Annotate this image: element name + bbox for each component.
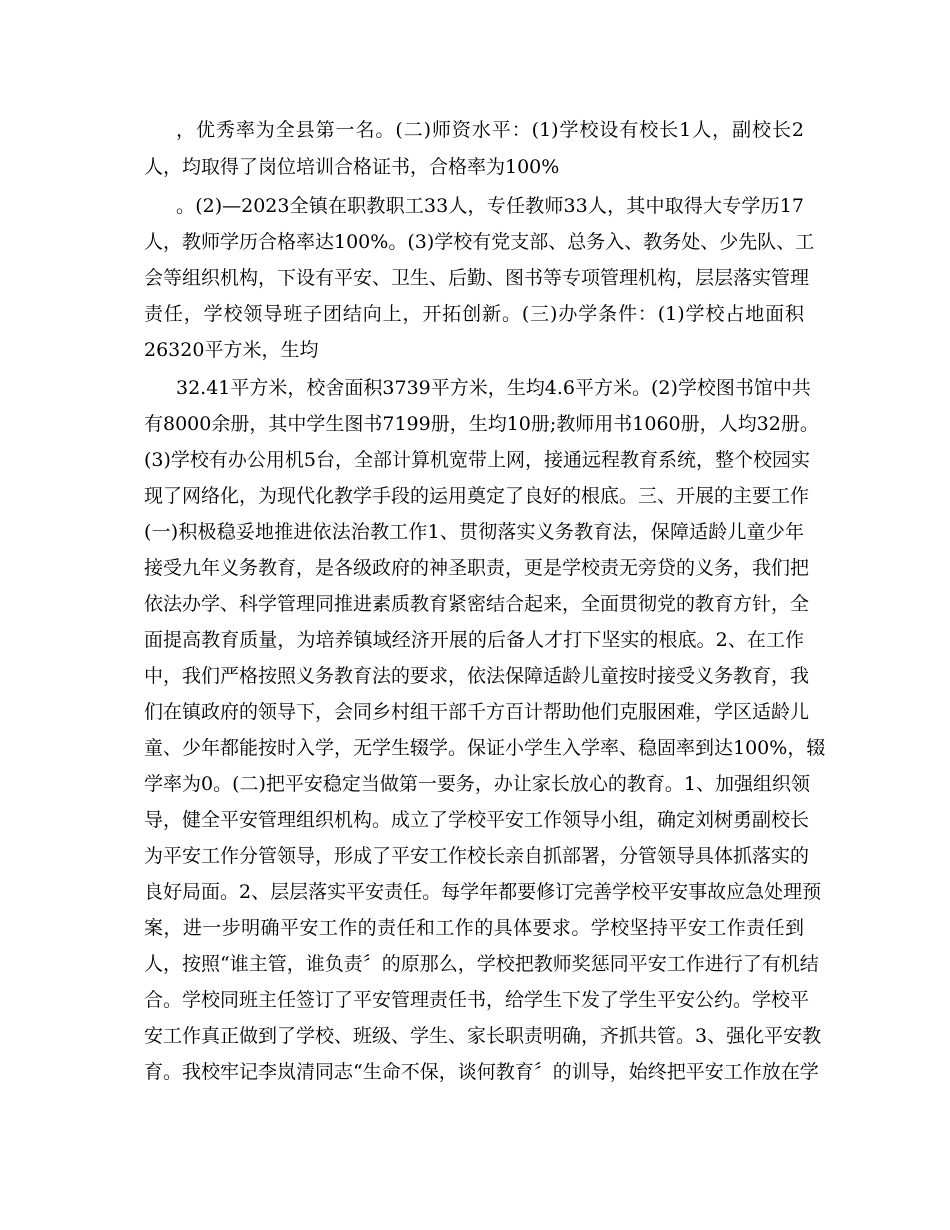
text-line: 导，健全平安管理组织机构。成立了学校平安工作领导小组，确定刘树勇副校长 [144,809,810,831]
text-line: ，优秀率为全县第一名。(二)师资水平：(1)学校设有校长1人，副校长2 [176,119,804,141]
text-line: 32.41平方米，校舍面积3739平方米，生均4.6平方米。(2)学校图书馆中共 [176,377,811,399]
text-line: 人，按照“谁主管，谁负责〞的原那么，学校把教师奖惩同平安工作进行了有机结 [144,953,819,975]
text-line: 中，我们严格按照义务教育法的要求，依法保障适龄儿童按时接受义务教育，我 [144,665,810,687]
text-line: 学率为0。(二)把平安稳定当做第一要务，办让家长放心的教育。1、加强组织领 [144,773,811,795]
text-line: 会等组织机构，下设有平安、卫生、后勤、图书等专项管理机构，层层落实管理 [144,267,810,289]
text-line: 们在镇政府的领导下，会同乡村组干部千方百计帮助他们克服困难，学区适龄儿 [144,701,810,723]
text-line: 育。我校牢记李岚清同志“生命不保，谈何教育〞的训导，始终把平安工作放在学 [144,1061,819,1083]
text-line: 童、少年都能按时入学，无学生辍学。保证小学生入学率、稳固率到达100%，辍 [144,737,826,759]
text-line: 合。学校同班主任签订了平安管理责任书，给学生下发了学生平安公约。学校平 [144,989,810,1011]
text-line: 安工作真正做到了学校、班级、学生、家长职责明确，齐抓共管。3、强化平安教 [144,1025,822,1047]
text-line: 案，进一步明确平安工作的责任和工作的具体要求。学校坚持平安工作责任到 [144,917,804,939]
text-line: 责任，学校领导班子团结向上，开拓创新。(三)办学条件：(1)学校占地面积 [144,303,804,325]
text-line: 现了网络化，为现代化教学手段的运用奠定了良好的根底。三、开展的主要工作 [144,485,810,507]
text-line: 26320平方米，生均 [144,339,319,361]
text-line: (一)积极稳妥地推进依法治教工作1、贯彻落实义务教育法，保障适龄儿童少年 [144,521,804,543]
text-line: 人，均取得了岗位培训合格证书，合格率为100% [144,156,560,178]
text-line: 人，教师学历合格率达100%。(3)学校有党支部、总务入、教务处、少先队、工 [144,231,815,253]
text-line: 。(2)—2023全镇在职教职工33人，专任教师33人，其中取得大专学历17 [176,195,804,217]
text-line: 为平安工作分管领导，形成了平安工作校长亲自抓部署，分管领导具体抓落实的 [144,845,810,867]
text-line: 接受九年义务教育，是各级政府的神圣职责，更是学校责无旁贷的义务，我们把 [144,557,810,579]
text-line: 良好局面。2、层层落实平安责任。每学年都要修订完善学校平安事故应急处理预 [144,881,822,903]
text-line: 面提高教育质量，为培养镇域经济开展的后备人才打下坚实的根底。2、在工作 [144,629,804,651]
text-line: 依法办学、科学管理同推进素质教育紧密结合起来，全面贯彻党的教育方针，全 [144,593,810,615]
text-line: 有8000余册，其中学生图书7199册，生均10册;教师用书1060册，人均32册。 [144,413,819,435]
text-line: (3)学校有办公用机5台，全部计算机宽带上网，接通远程教育系统，整个校园实 [144,449,811,471]
